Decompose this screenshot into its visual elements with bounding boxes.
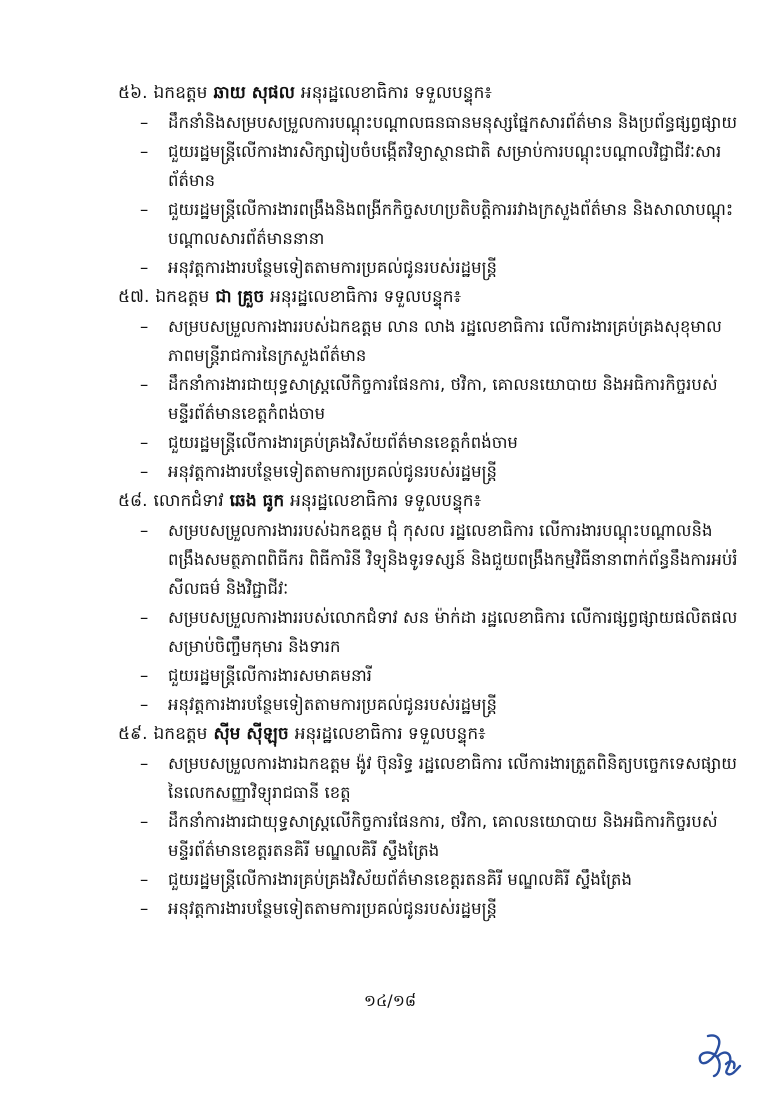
section-heading xyxy=(118,486,738,516)
bullet-dash: – xyxy=(140,375,149,394)
bullet-dash: – xyxy=(140,812,149,831)
duty-text: អនុវត្តការងារបន្ថែមទៀតតាមការប្រគល់ជូនរបស់រដ្ឋមន្ត្រី xyxy=(168,899,497,918)
duty-text: ជួយរដ្ឋមន្ត្រីលើការងារគ្រប់គ្រងវិស័យព័ត៌មានខេត្តរតនគិរី មណ្ឌលគិរី ស្ទឹងត្រែង xyxy=(168,870,632,889)
duty-text: ជួយរដ្ឋមន្ត្រីលើការងារសិក្សារៀបចំបង្កើតវិទ្យាស្ថានជាតិ សម្រាប់ការបណ្តុះបណ្តាលវិជ្ជាជីវៈសារព័ត៌មាន xyxy=(168,142,722,190)
duty-text: ជួយរដ្ឋមន្ត្រីលើការងារសមាគមនារី xyxy=(168,666,372,685)
duty-list xyxy=(118,749,738,923)
duty-item xyxy=(118,108,738,137)
honorific-title: ឯកឧត្តម xyxy=(155,287,210,307)
duty-item xyxy=(118,603,738,661)
duty-text: សម្របសម្រួលការងាររបស់លោកជំទាវ សន ម៉ាក់ដា រដ្ឋលេខាធិការ លើការផ្សព្វផ្សាយផលិតផលសម្រាប់ចិញ្ចឹមកុមារ និងទារក xyxy=(168,608,738,656)
assignment-section xyxy=(118,719,738,923)
section-number: ៥៧. xyxy=(118,287,150,307)
bullet-dash: – xyxy=(140,462,149,481)
duty-item xyxy=(118,312,738,370)
bullet-dash: – xyxy=(140,899,149,918)
official-name: ជា គ្រួច xyxy=(215,287,265,307)
duty-text: ជួយរដ្ឋមន្ត្រីលើការងារពង្រឹងនិងពង្រីកកិច្ចសហប្រតិបត្តិការរវាងក្រសួងព័ត៌មាន និងសាលាបណ្តុះបណ្តាលសារព័ត៌មាននានា xyxy=(168,200,734,248)
official-role: អនុរដ្ឋលេខាធិការ ទទួលបន្ទុក៖ xyxy=(294,724,486,744)
bullet-dash: – xyxy=(140,521,149,540)
duty-list xyxy=(118,516,738,719)
duty-item xyxy=(118,457,738,486)
duty-item xyxy=(118,749,738,807)
duty-text: ជួយរដ្ឋមន្ត្រីលើការងារគ្រប់គ្រងវិស័យព័ត៌មានខេត្តកំពង់ចាម xyxy=(168,433,518,452)
page-number: ១៤/១៨ xyxy=(363,991,417,1010)
bullet-dash: – xyxy=(140,695,149,714)
duty-item xyxy=(118,661,738,690)
duty-item xyxy=(118,195,738,253)
official-name: ឆាយ សុផល xyxy=(213,83,295,103)
section-heading xyxy=(118,719,738,749)
duty-item xyxy=(118,253,738,282)
duty-list xyxy=(118,312,738,486)
duty-text: អនុវត្តការងារបន្ថែមទៀតតាមការប្រគល់ជូនរបស់រដ្ឋមន្ត្រី xyxy=(168,258,497,277)
bullet-dash: – xyxy=(140,200,149,219)
official-role: អនុរដ្ឋលេខាធិការ ទទួលបន្ទុក៖ xyxy=(300,83,492,103)
bullet-dash: – xyxy=(140,433,149,452)
duty-text: សម្របសម្រួលការងាររបស់ឯកឧត្តម លាន លាង រដ្ឋលេខាធិការ លើការងារគ្រប់គ្រងសុខុមាលភាពមន្ត្រីរាជការនៃក្រសួងព័ត៌មាន xyxy=(168,317,722,365)
official-role: អនុរដ្ឋលេខាធិការ ទទួលបន្ទុក៖ xyxy=(290,491,482,511)
duty-text: ដឹកនាំនិងសម្របសម្រួលការបណ្តុះបណ្តាលធនធានមនុស្សផ្នែកសារព័ត៌មាន និងប្រព័ន្ធផ្សព្វផ្សាយ xyxy=(168,113,738,132)
assignment-sections xyxy=(118,78,738,923)
official-name: ស៊ីម ស៊ីឡុច xyxy=(213,724,289,744)
duty-item xyxy=(118,137,738,195)
duty-item xyxy=(118,370,738,428)
duty-item xyxy=(118,690,738,719)
bullet-dash: – xyxy=(140,113,149,132)
duty-text: សម្របសម្រួលការងារឯកឧត្តម ង៉ូវ ប៊ុនរិទ្ធ រដ្ឋលេខាធិការ លើការងារត្រួតពិនិត្យបច្ចេកទេសផ្សាយនៃលេកសញ្ញាវិទ្យុរាជធានី ខេត្ត xyxy=(168,754,737,802)
bullet-dash: – xyxy=(140,666,149,685)
section-number: ៥៩. xyxy=(118,724,148,744)
duty-item xyxy=(118,894,738,923)
duty-list xyxy=(118,108,738,282)
duty-text: អនុវត្តការងារបន្ថែមទៀតតាមការប្រគល់ជូនរបស់រដ្ឋមន្ត្រី xyxy=(168,462,497,481)
bullet-dash: – xyxy=(140,258,149,277)
duty-text: ដឹកនាំការងារជាយុទ្ធសាស្ត្រលើកិច្ចការផែនការ, ថវិកា, គោលនយោបាយ និងអធិការកិច្ចរបស់មន្ទីរព័ត៌មានខេត្តកំពង់ចាម xyxy=(168,375,718,423)
section-number: ៥៦. xyxy=(118,83,148,103)
signature-mark xyxy=(694,1030,744,1082)
bullet-dash: – xyxy=(140,317,149,336)
official-role: អនុរដ្ឋលេខាធិការ ទទួលបន្ទុក៖ xyxy=(270,287,462,307)
honorific-title: លោកជំទាវ xyxy=(153,491,224,511)
bullet-dash: – xyxy=(140,754,149,773)
duty-text: អនុវត្តការងារបន្ថែមទៀតតាមការប្រគល់ជូនរបស់រដ្ឋមន្ត្រី xyxy=(168,695,497,714)
assignment-section xyxy=(118,486,738,719)
duty-item xyxy=(118,428,738,457)
honorific-title: ឯកឧត្តម xyxy=(153,724,208,744)
section-heading xyxy=(118,282,738,312)
official-name: ឆេង ធូក xyxy=(229,491,285,511)
bullet-dash: – xyxy=(140,608,149,627)
duty-text: សម្របសម្រួលការងាររបស់ឯកឧត្តម ជុំ កុសល រដ្ឋលេខាធិការ លើការងារបណ្តុះបណ្តាលនិងពង្រឹងសមត្ថភាពពិធីករ ពិធីការិនី វិទ្យុនិងទូរទស្សន៍ និងជួយពង្រឹងកម្មវិធីនានាពាក់ព័ន្ធនឹងការអប់រំ សីលធម៌ និងវិជ្ជាជីវៈ xyxy=(168,521,738,598)
duty-item xyxy=(118,865,738,894)
assignment-section xyxy=(118,78,738,282)
bullet-dash: – xyxy=(140,142,149,161)
bullet-dash: – xyxy=(140,870,149,889)
duty-text: ដឹកនាំការងារជាយុទ្ធសាស្ត្រលើកិច្ចការផែនការ, ថវិកា, គោលនយោបាយ និងអធិការកិច្ចរបស់មន្ទីរព័ត៌មានខេត្តរតនគិរី មណ្ឌលគិរី ស្ទឹងត្រែង xyxy=(168,812,718,860)
section-heading xyxy=(118,78,738,108)
duty-item xyxy=(118,807,738,865)
duty-item xyxy=(118,516,738,603)
section-number: ៥៨. xyxy=(118,491,148,511)
assignment-section xyxy=(118,282,738,486)
honorific-title: ឯកឧត្តម xyxy=(153,83,208,103)
